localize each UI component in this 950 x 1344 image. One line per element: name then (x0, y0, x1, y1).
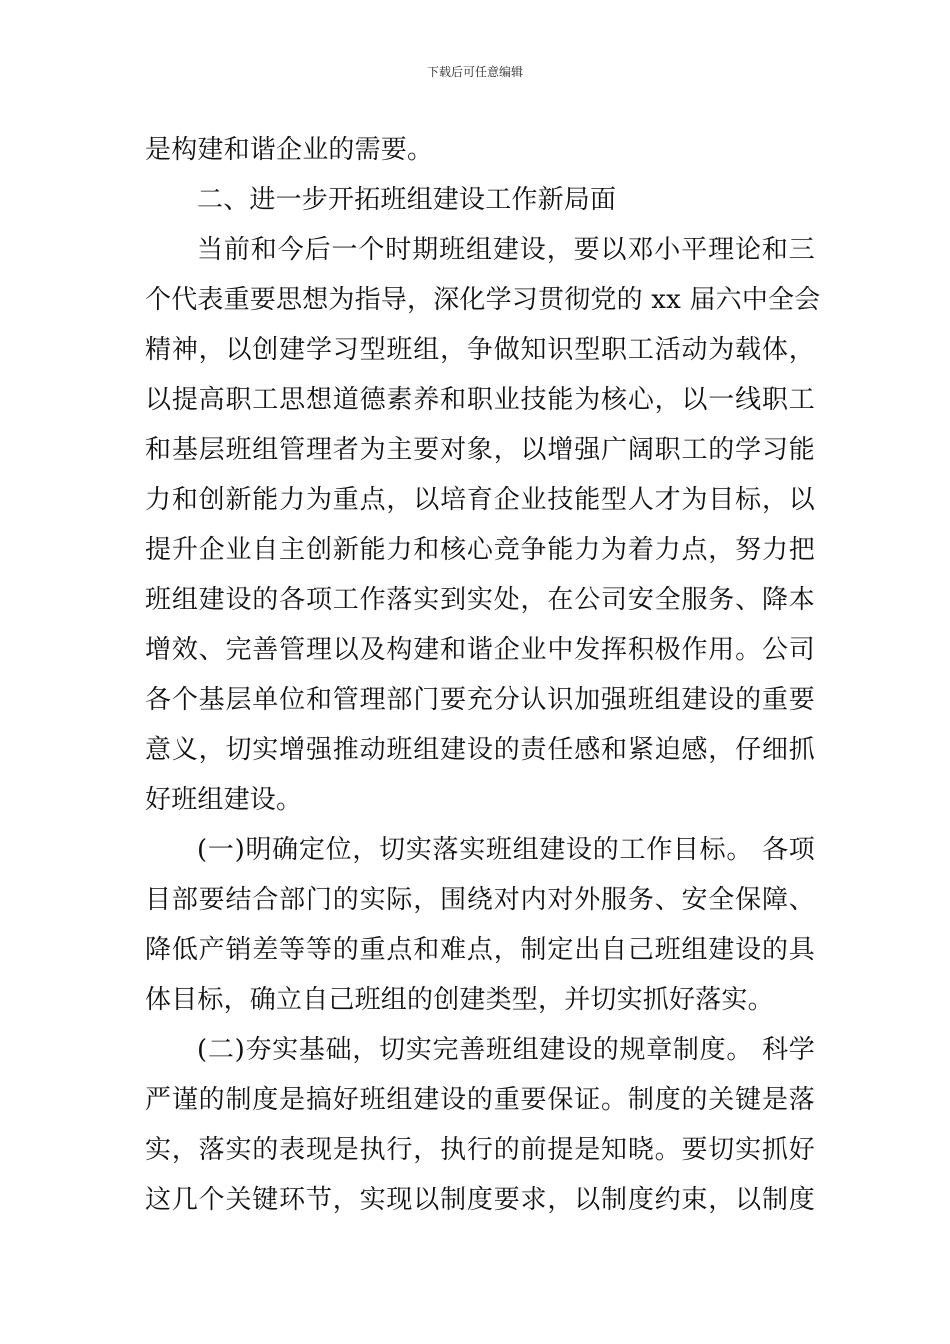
text-line: 以提高职工思想道德素养和职业技能为核心，以一线职工 (145, 385, 815, 415)
text-line: 意义，切实增强推动班组建设的责任感和紧迫感，仔细抓 (145, 735, 815, 765)
text-line: 个代表重要思想为指导，深化学习贯彻党的 xx 届六中全会 (145, 285, 821, 315)
text-line: 各个基层单位和管理部门要充分认识加强班组建设的重要 (145, 685, 815, 715)
text-line: 目部要结合部门的实际，围绕对内对外服务、安全保障、 (145, 885, 815, 915)
section-heading: 二、进一步开拓班组建设工作新局面 (197, 185, 617, 215)
page-header: 下载后可任意编辑 (426, 65, 523, 79)
text-line: 体目标，确立自己班组的创建类型，并切实抓好落实。 (145, 985, 774, 1015)
text-line: 降低产销差等等的重点和难点，制定出自己班组建设的具 (145, 935, 815, 965)
text-line: 这几个关键环节，实现以制度要求，以制度约束，以制度 (145, 1185, 815, 1215)
text-line: 精神，以创建学习型班组，争做知识型职工活动为载体， (145, 335, 815, 365)
text-line: 当前和今后一个时期班组建设，要以邓小平理论和三 (197, 235, 815, 265)
text-line: 提升企业自主创新能力和核心竞争能力为着力点，努力把 (145, 535, 815, 565)
text-line: 力和创新能力为重点，以培育企业技能型人才为目标，以 (145, 485, 815, 515)
subsection-heading: (二)夯实基础，切实完善班组建设的规章制度。 科学 (197, 1035, 815, 1065)
text-line: 好班组建设。 (145, 785, 303, 815)
subsection-heading: (一)明确定位，切实落实班组建设的工作目标。 各项 (197, 835, 815, 865)
text-line: 和基层班组管理者为主要对象，以增强广阔职工的学习能 (145, 435, 815, 465)
text-line: 严谨的制度是搞好班组建设的重要保证。制度的关键是落 (145, 1085, 815, 1115)
document-body (145, 125, 821, 1225)
text-line: 是构建和谐企业的需要。 (145, 135, 434, 165)
text-line: 增效、完善管理以及构建和谐企业中发挥积极作用。公司 (145, 635, 815, 665)
text-line: 班组建设的各项工作落实到实处，在公司安全服务、降本 (145, 585, 815, 615)
text-line: 实，落实的表现是执行，执行的前提是知晓。要切实抓好 (145, 1135, 815, 1165)
